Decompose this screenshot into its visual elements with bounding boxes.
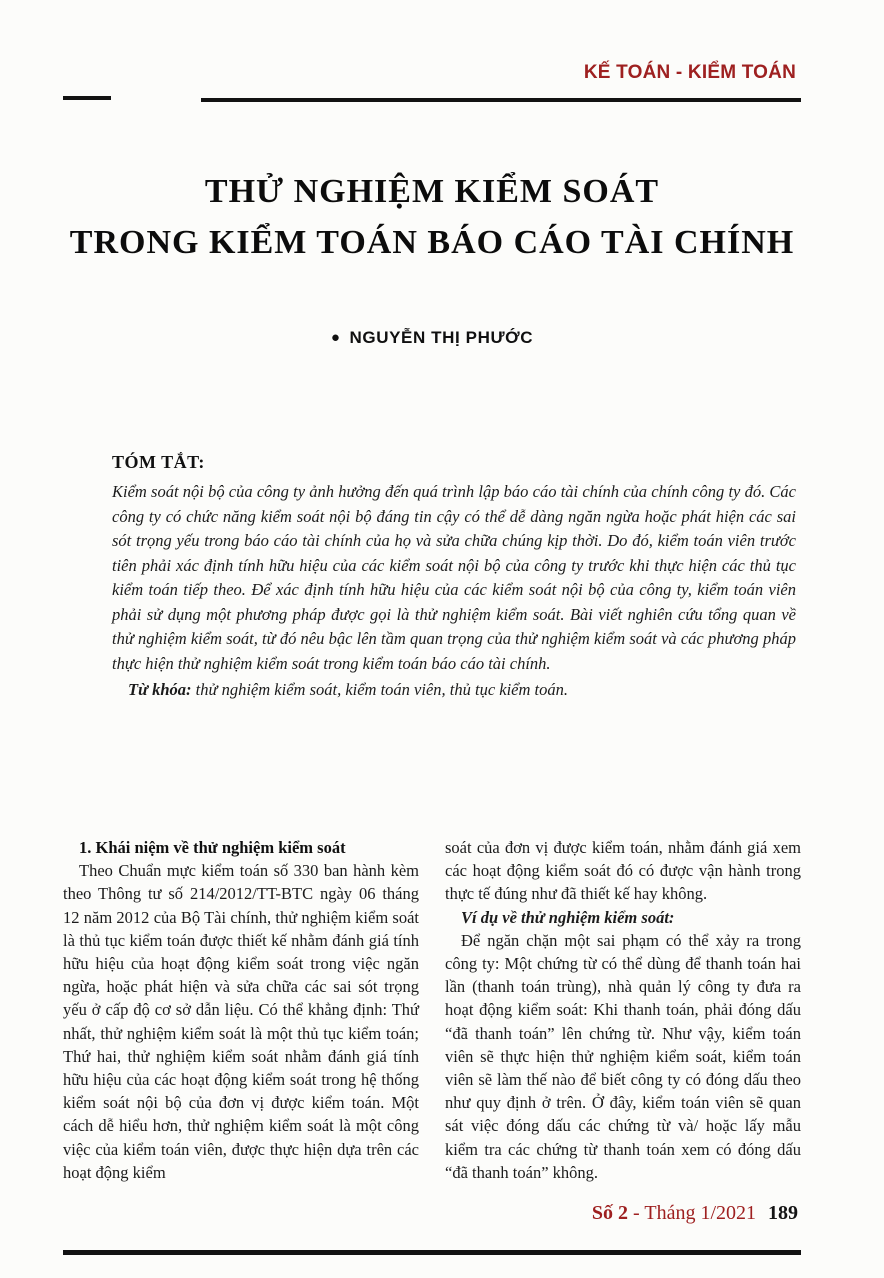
body-columns — [63, 836, 801, 1184]
example-heading: Ví dụ về thử nghiệm kiểm soát: — [461, 907, 675, 927]
abstract-text: Kiểm soát nội bộ của công ty ảnh hưởng đến quá trình lập báo cáo tài chính của chính công ty đó. Các công ty có chức năng kiểm soát nội bộ đáng tin cậy có thể dễ dàng ngăn ngừa hoặc phát hiện các sai sót trọng yếu trong báo cáo tài chính của họ và sửa chữa chúng kịp thời. Do đó, kiểm toán viên trước tiên phải xác định tính hữu hiệu của các kiểm soát nội bộ của công ty trước khi thực hiện các thủ tục kiểm toán tiếp theo. Để xác định tính hữu hiệu của các kiểm soát nội bộ của công ty, kiểm toán viên phải sử dụng một phương pháp được gọi là thử nghiệm kiểm soát. Bài viết nghiên cứu tổng quan về thử nghiệm kiểm soát, từ đó nêu bậc lên tầm quan trọng của thử nghiệm kiểm soát và các phương pháp thực hiện thử nghiệm kiểm soát trong kiểm toán báo cáo tài chính. — [112, 482, 796, 673]
article-title-line1: THỬ NGHIỆM KIỂM SOÁT — [204, 173, 660, 210]
body-column-left — [63, 836, 419, 1184]
keywords-text: thử nghiệm kiểm soát, kiểm toán viên, thủ tục kiểm toán. — [191, 680, 569, 699]
body-paragraph-left: Theo Chuẩn mực kiểm toán số 330 ban hành kèm theo Thông tư số 214/2012/TT-BTC ngày 06 tháng 12 năm 2012 của Bộ Tài chính, thử nghiệm kiểm soát là thủ tục kiểm toán được thiết kế nhằm đánh giá tính hữu hiệu của hoạt động kiểm soát trong việc ngăn ngừa, hoặc phát hiện và sửa chữa các sai sót trọng yếu ở cấp độ cơ sở dẫn liệu. Có thể khẳng định: Thứ nhất, thử nghiệm kiểm soát là một thủ tục kiểm toán; Thứ hai, thử nghiệm kiểm soát nhằm đánh giá tính hữu hiệu của các hoạt động kiểm soát trong hệ thống kiểm soát nội bộ của đơn vị được kiểm toán. Một cách dễ hiểu hơn, thử nghiệm kiểm soát là một công việc của kiểm toán viên, được thực hiện dựa trên các hoạt động kiểm — [63, 861, 419, 1182]
example-paragraph: Để ngăn chặn một sai phạm có thể xảy ra trong công ty: Một chứng từ có thể dùng để thanh toán hai lần (thanh toán trùng), nhà quản lý công ty đưa ra hoạt động kiểm soát: Khi thanh toán, phải đóng dấu “đã thanh toán” lên chứng từ. Như vậy, kiểm toán viên sẽ thực hiện thử nghiệm kiểm soát, kiểm toán viên sẽ làm thế nào để biết công ty có đóng dấu theo như quy định ở trên. Ở đây, kiểm toán viên sẽ quan sát việc đóng dấu các chứng từ và/ hoặc lấy mẫu kiểm tra các chứng từ thanh toán xem có đóng dấu “đã thanh toán” không. — [445, 930, 801, 1182]
top-rule-left-segment — [63, 96, 111, 100]
page-footer — [592, 1202, 798, 1225]
section-heading: 1. Khái niệm về thử nghiệm kiểm soát — [79, 838, 346, 857]
bottom-rule — [63, 1250, 801, 1255]
top-rule-main-segment — [201, 98, 801, 102]
abstract-section — [112, 452, 796, 703]
footer-date: - Tháng 1/2021 — [633, 1202, 756, 1224]
author-bullet-icon: ● — [330, 329, 341, 346]
author-line — [63, 328, 801, 348]
footer-issue: Số 2 — [591, 1202, 629, 1224]
article-title-line2: TRONG KIỂM TOÁN BÁO CÁO TÀI CHÍNH — [69, 224, 795, 261]
author-name: NGUYỄN THỊ PHƯỚC — [349, 328, 534, 347]
body-column-right — [445, 836, 801, 1184]
article-title — [63, 166, 801, 268]
keywords-label: Từ khóa: — [128, 680, 192, 699]
journal-section-header: KẾ TOÁN - KIỂM TOÁN — [583, 62, 796, 83]
abstract-heading: TÓM TẮT: — [112, 452, 205, 472]
body-paragraph-continuation: soát của đơn vị được kiểm toán, nhằm đánh giá xem các hoạt động kiểm soát đó có được vận hành trong thực tế đúng như đã thiết kế hay không. — [445, 838, 801, 904]
keywords-line — [112, 678, 796, 703]
footer-page-number: 189 — [768, 1202, 798, 1224]
